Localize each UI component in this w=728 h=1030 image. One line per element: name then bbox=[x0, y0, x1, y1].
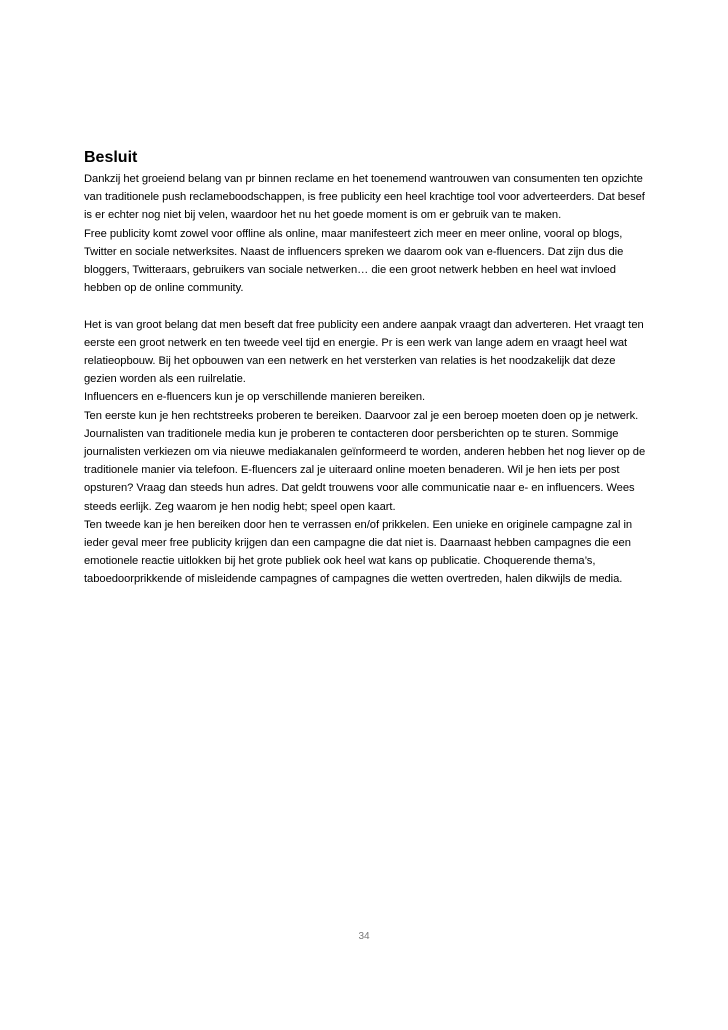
paragraph-approach: Het is van groot belang dat men beseft dat free publicity een andere aanpak vraagt dan adverteren. Het vraagt ten eerste een groot netwerk en ten tweede veel tijd en energie. Pr is een werk van lange adem en vraagt heel wat relatieopbouw. Bij het opbouwen van een netwerk en het versterken van relaties is het noodzakelijk dat deze gezien worden als een ruilrelatie. bbox=[84, 318, 644, 386]
section-heading: Besluit bbox=[84, 149, 138, 166]
paragraph-ways: Influencers en e-fluencers kun je op verschillende manieren bereiken. bbox=[84, 391, 426, 404]
page-content bbox=[84, 146, 650, 589]
paragraph-online: Free publicity komt zowel voor offline als online, maar manifesteert zich meer en meer online, vooral op blogs, Twitter en sociale netwerksites. Naast de influencers spreken we daarom ook van e-fluencers. Dat zijn dus die bloggers, Twitteraars, gebruikers van sociale netwerken… die een groot netwerk hebben en heel wat invloed hebben op de online community. bbox=[84, 227, 624, 295]
paragraph-surprise: Ten tweede kan je hen bereiken door hen te verrassen en/of prikkelen. Een unieke en originele campagne zal in ieder geval meer free publicity krijgen dan een campagne die dat niet is. Daarnaast hebben campagnes die een emotionele reactie uitlokken bij het grote publiek ook heel wat kans op publicatie. Choquerende thema’s, taboedoorprikkende of misleidende campagnes of campagnes die wetten overtreden, halen dikwijls de media. bbox=[84, 518, 633, 586]
paragraph-direct: Ten eerste kun je hen rechtstreeks proberen te bereiken. Daarvoor zal je een beroep moeten doen op je netwerk. Journalisten van traditionele media kun je proberen te contacteren door persberichten op te sturen. Sommige journalisten verkiezen om via nieuwe mediakanalen geïnformeerd te worden, anderen hebben het nog liever op de traditionele manier via telefoon. E-fluencers zal je uiteraard online moeten benaderen. Wil je hen iets per post opsturen? Vraag dan steeds hun adres. Dat geldt trouwens voor alle communicatie naar e- en influencers. Wees steeds eerlijk. Zeg waarom je hen nodig hebt; speel open kaart. bbox=[84, 409, 646, 513]
paragraph-spacer bbox=[84, 297, 650, 315]
paragraph-intro: Dankzij het groeiend belang van pr binnen reclame en het toenemend wantrouwen van consumenten ten opzichte van traditionele push reclameboodschappen, is free publicity een heel krachtige tool voor adverteerders. Dat besef is er echter nog niet bij velen, waardoor het nu het goede moment is om er gebruik van te maken. bbox=[84, 173, 645, 222]
page-number: 34 bbox=[358, 931, 370, 942]
